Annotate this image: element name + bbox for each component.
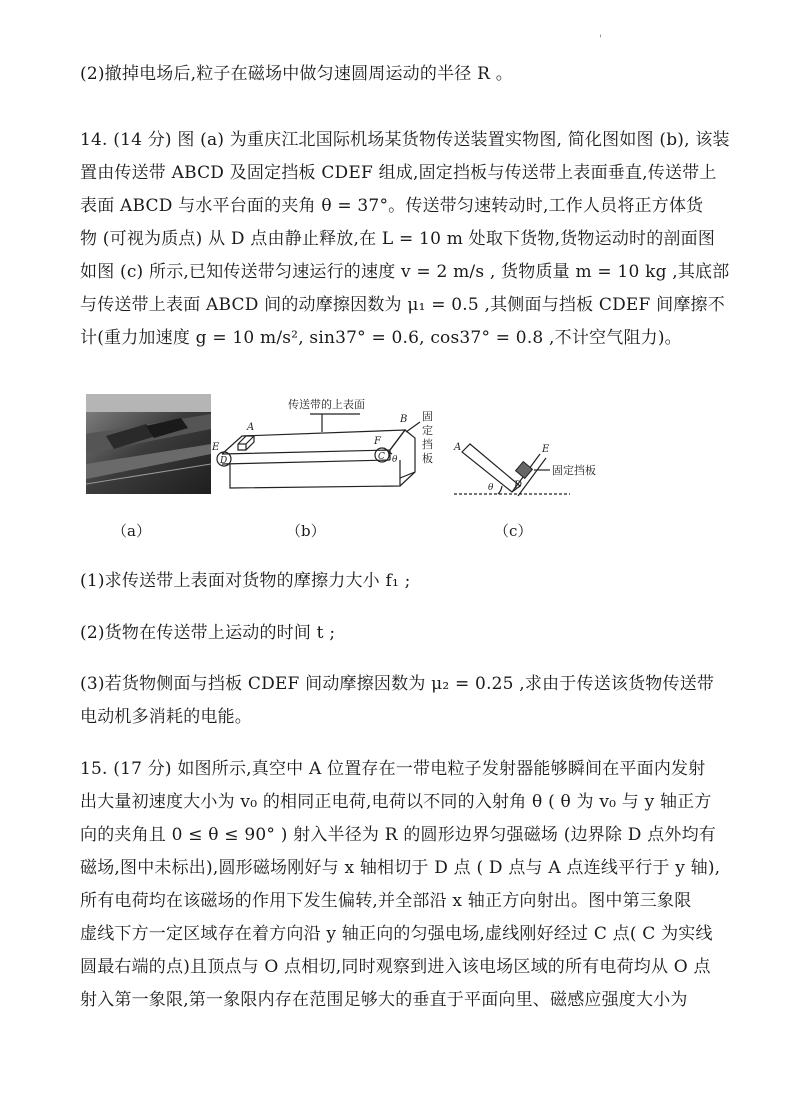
text-line: 如图 (c) 所示,已知传送带匀速运行的速度 v = 2 m/s , 货物质量 m = 10 kg ,其底部: [80, 262, 730, 282]
text-line: (3)若货物侧面与挡板 CDEF 间动摩擦因数为 μ₂ = 0.25 ,求由于传送该货物传送带: [80, 674, 715, 694]
label-top-surface: 传送带的上表面: [288, 398, 365, 411]
text-line: 虚线下方一定区域存在着方向沿 y 轴正向的匀强电场,虚线刚好经过 C 点( C 为实线: [80, 924, 713, 944]
text-line: 物 (可视为质点) 从 D 点由静止释放,在 L = 10 m 处取下货物,货物运动时的剖面图: [80, 229, 716, 249]
caption-a: （a）: [112, 522, 151, 540]
scan-mark: ': [599, 34, 602, 45]
label-C: C: [378, 452, 385, 462]
text-line: 所有电荷均在该磁场的作用下发生偏转,并全部沿 x 轴正方向射出。图中第三象限: [80, 891, 692, 911]
figure-b-diagram: [210, 392, 450, 502]
prev-question-part2: [80, 58, 730, 91]
q14-sub-3: [80, 668, 730, 734]
text-line: 表面 ABCD 与水平台面的夹角 θ = 37°。传送带匀速转动时,工作人员将正方体货: [80, 196, 704, 216]
label-F: F: [374, 436, 381, 447]
text-line: 出大量初速度大小为 v₀ 的相同正电荷,电荷以不同的入射角 θ ( θ 为 v₀ 与 y 轴正方: [80, 792, 712, 812]
label-A: A: [247, 422, 255, 433]
question-15-stem: [80, 753, 730, 1017]
label-D: D: [220, 456, 228, 466]
label-c-baffle: 固定挡板: [552, 464, 596, 477]
text-line: 磁场,图中未标出),圆形磁场刚好与 x 轴相切于 D 点 ( D 点与 A 点连线平行于 y 轴),: [80, 858, 721, 878]
text-line: 圆最右端的点)且顶点与 O 点相切,同时观察到进入该电场区域的所有电荷均从 O 点: [80, 957, 711, 977]
text-line: 14. (14 分) 图 (a) 为重庆江北国际机场某货物传送装置实物图, 简化图如图 (b), 该装: [80, 130, 730, 150]
label-c-theta: θ: [488, 483, 494, 493]
question-14-stem: [80, 124, 730, 355]
text-line: (2)货物在传送带上运动的时间 t ;: [80, 623, 336, 643]
label-baffle-4: 板: [422, 452, 433, 465]
text-line: 15. (17 分) 如图所示,真空中 A 位置存在一带电粒子发射器能够瞬间在平面内发射: [80, 759, 706, 779]
q14-sub-1: [80, 565, 730, 598]
text-line: 向的夹角且 0 ≤ θ ≤ 90° ) 射入半径为 R 的圆形边界匀强磁场 (边界除 D 点外均有: [80, 825, 717, 845]
label-baffle-1: 固: [422, 410, 433, 423]
text-line: 计(重力加速度 g = 10 m/s², sin37° = 0.6, cos37° = 0.8 ,不计空气阻力)。: [80, 328, 682, 348]
text-line: 与传送带上表面 ABCD 间的动摩擦因数为 μ₁ = 0.5 ,其侧面与挡板 CDEF 间摩擦不: [80, 295, 725, 315]
figure-row: [80, 392, 720, 502]
text-line: (2)撤掉电场后,粒子在磁场中做匀速圆周运动的半径 R 。: [80, 64, 513, 84]
text-line: (1)求传送带上表面对货物的摩擦力大小 f₁ ;: [80, 571, 411, 591]
caption-b: （b）: [286, 522, 326, 540]
figure-c-section: [450, 392, 640, 502]
label-B: B: [400, 414, 408, 425]
label-E: E: [212, 442, 220, 453]
label-baffle-3: 挡: [422, 438, 433, 451]
label-c-E: E: [542, 444, 550, 455]
label-theta: θ: [392, 455, 398, 465]
text-line: 射入第一象限,第一象限内存在范围足够大的垂直于平面向里、磁感应强度大小为: [80, 990, 688, 1010]
label-c-A: A: [454, 442, 462, 453]
label-c-D: D: [514, 480, 523, 491]
q14-sub-2: [80, 617, 730, 650]
text-line: 置由传送带 ABCD 及固定挡板 CDEF 组成,固定挡板与传送带上表面垂直,传送带上: [80, 163, 717, 183]
caption-c: （c）: [494, 522, 533, 540]
figure-a-photo: [86, 394, 211, 494]
label-baffle-2: 定: [422, 424, 433, 437]
text-line: 电动机多消耗的电能。: [80, 707, 252, 727]
